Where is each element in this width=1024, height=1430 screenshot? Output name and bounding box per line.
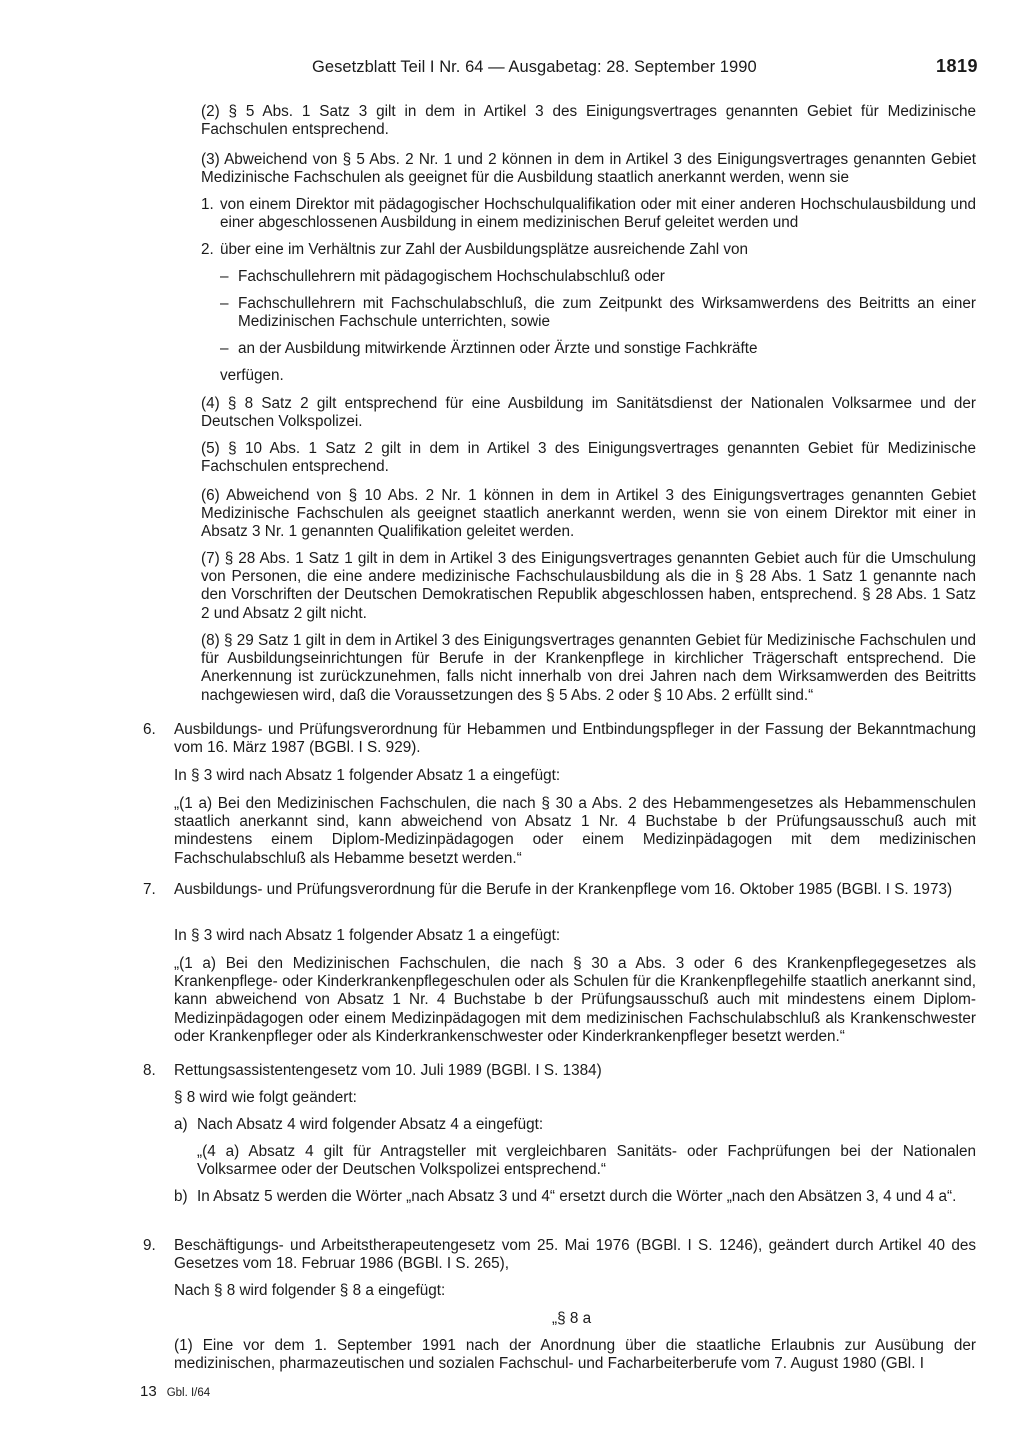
item-number-7: 7.: [143, 881, 156, 898]
item-8a-quote: „(4 a) Absatz 4 gilt für Antragsteller mit vergleichbaren Sanitäts- oder Fachprüfungen bei der Nationalen Volksarmee oder der Deutschen Volkspolizei entsprechend.“: [197, 1143, 976, 1179]
item-8b-text: In Absatz 5 werden die Wörter „nach Absatz 3 und 4“ ersetzt durch die Wörter „nach den Absätzen 3, 4 und 4 a“.: [197, 1188, 957, 1205]
issue-code: Gbl. I/64: [166, 1387, 211, 1399]
item-8-title: Rettungsassistentengesetz vom 10. Juli 1989 (BGBl. I S. 1384): [174, 1062, 602, 1079]
paragraph-5: (5) § 10 Abs. 1 Satz 2 gilt in dem in Artikel 3 des Einigungsvertrages genannten Gebiet für Medizinische Fachschulen entsprechend.: [201, 440, 976, 476]
paragraph-6: (6) Abweichend von § 10 Abs. 2 Nr. 1 können in dem in Artikel 3 des Einigungsvertrages genannten Gebiet Medizinische Fachschulen als geeignet staatlich anerkannt werden, wenn sie von einem Direktor mit einer in Absatz 3 Nr. 1 genannten Qualifikation geleitet werden.: [201, 487, 976, 541]
dash-bullet: –: [220, 268, 229, 285]
running-header: [0, 58, 1024, 80]
item-7-title: Ausbildungs- und Prüfungsverordnung für die Berufe in der Krankenpflege vom 16. Oktober 1985 (BGBl. I S. 1973): [174, 881, 953, 898]
item-number-9: 9.: [143, 1237, 156, 1254]
item-6-title: Ausbildungs- und Prüfungsverordnung für Hebammen und Entbindungspfleger in der Fassung der Bekanntmachung vom 16. März 1987 (BGBl. I S. 929).: [174, 721, 976, 757]
page-footer: [140, 1383, 210, 1402]
item-8-intro: § 8 wird wie folgt geändert:: [174, 1089, 357, 1106]
item-6-quote: „(1 a) Bei den Medizinischen Fachschulen, die nach § 30 a Abs. 2 des Hebammengesetzes als Hebammenschulen staatlich anerkannt sind, kann abweichend von Absatz 1 Nr. 4 Buchstabe b der Prüfungsausschuß auch mit mindestens einem Diplom-Medizinpädagogen oder einem Medizinpädagogen mit dem medizinischen Fachschulabschluß als Hebamme besetzt werden.“: [174, 795, 976, 867]
paragraph-7: (7) § 28 Abs. 1 Satz 1 gilt in dem in Artikel 3 des Einigungsvertrages genannten Gebiet auch für die Umschulung von Personen, die eine andere medizinische Fachschulausbildung als die in § 28 Abs. 1 Satz 1 genannte nach den Vorschriften der Deutschen Demokratischen Republik abgeschlossen haben, entsprechend. § 28 Abs. 1 Satz 2 und Absatz 2 gilt nicht.: [201, 550, 976, 622]
item-9-paragraph-1: (1) Eine vor dem 1. September 1991 nach der Anordnung über die staatliche Erlaubnis zur Ausübung der medizinischen, pharmazeutischen und sozialen Fachschul- und Facharbeiterberufe vom 7. August 1980 (GBl. I: [174, 1337, 976, 1373]
item-8b-label: b): [174, 1188, 188, 1205]
list-item-1: von einem Direktor mit pädagogischer Hochschulqualifikation oder mit einer anderen Hochschulausbildung und einer abgeschlossenen Ausbildung in einem medizinischen Beruf geleitet werden und: [220, 196, 976, 232]
item-6-intro: In § 3 wird nach Absatz 1 folgender Absatz 1 a eingefügt:: [174, 767, 561, 784]
paragraph-3: (3) Abweichend von § 5 Abs. 2 Nr. 1 und 2 können in dem in Artikel 3 des Einigungsvertrages genannten Gebiet Medizinische Fachschulen als geeignet für die Ausbildung staatlich anerkannt werden, wenn sie: [201, 151, 976, 187]
item-number-6: 6.: [143, 721, 156, 738]
item-7-quote: „(1 a) Bei den Medizinischen Fachschulen, die nach § 30 a Abs. 3 oder 6 des Krankenpflegegesetzes als Krankenpflege- oder Kinderkrankenpflegeschulen oder als Schulen für die Krankenpflegehilfe staatlich anerkannt sind, kann abweichend von Absatz 1 Nr. 4 Buchstabe b der Prüfungsausschuß auch mit mindestens einem Diplom-Medizinpädagogen oder einem Medizinpädagogen mit dem medizinischen Fachschulabschluß als Krankenschwester oder Krankenpfleger oder als Kinderkrankenschwester oder Kinderkrankenpfleger besetzt werden.“: [174, 955, 976, 1045]
item-8a-text: Nach Absatz 4 wird folgender Absatz 4 a eingefügt:: [197, 1116, 544, 1133]
paragraph-8: (8) § 29 Satz 1 gilt in dem in Artikel 3 des Einigungsvertrages genannten Gebiet für Medizinische Fachschulen und für Ausbildungseinrichtungen für Berufe in der Krankenpflege in kirchlicher Trägerschaft entsprechend. Die Anerkennung ist zurückzunehmen, falls nicht innerhalb von drei Jahren nach dem Wirksamwerden des Beitritts nachgewiesen wird, daß die Voraussetzungen des § 5 Abs. 2 oder § 10 Abs. 2 erfüllt sind.“: [201, 632, 976, 704]
paragraph-4: (4) § 8 Satz 2 gilt entsprechend für eine Ausbildung im Sanitätsdienst der Nationalen Volksarmee und der Deutschen Volkspolizei.: [201, 395, 976, 431]
dash-bullet: –: [220, 295, 229, 312]
list-number-1: 1.: [201, 196, 214, 213]
item-7-intro: In § 3 wird nach Absatz 1 folgender Absatz 1 a eingefügt:: [174, 927, 561, 944]
page-number: 1819: [935, 56, 978, 76]
sheet-number: 13: [140, 1383, 157, 1400]
item-number-8: 8.: [143, 1062, 156, 1079]
dash-bullet: –: [220, 340, 229, 357]
paragraph-2: (2) § 5 Abs. 1 Satz 3 gilt in dem in Artikel 3 des Einigungsvertrages genannten Gebiet für Medizinische Fachschulen entsprechend.: [201, 103, 976, 139]
item-9-intro: Nach § 8 wird folgender § 8 a eingefügt:: [174, 1282, 446, 1299]
item-8a-label: a): [174, 1116, 188, 1133]
header-title: Gesetzblatt Teil I Nr. 64 — Ausgabetag: 28. September 1990: [312, 58, 757, 76]
section-heading: „§ 8 a: [552, 1310, 592, 1327]
list-closing: verfügen.: [220, 367, 284, 384]
list-number-2: 2.: [201, 241, 214, 258]
item-9-title: Beschäftigungs- und Arbeitstherapeutengesetz vom 25. Mai 1976 (BGBl. I S. 1246), geändert durch Artikel 40 des Gesetzes vom 18. Februar 1986 (BGBl. I S. 265),: [174, 1237, 976, 1273]
dash-item-3: an der Ausbildung mitwirkende Ärztinnen oder Ärzte und sonstige Fachkräfte: [238, 340, 758, 357]
dash-item-2: Fachschullehrern mit Fachschulabschluß, die zum Zeitpunkt des Wirksamwerdens des Beitritts an einer Medizinischen Fachschule unterrichten, sowie: [238, 295, 976, 331]
dash-item-1: Fachschullehrern mit pädagogischem Hochschulabschluß oder: [238, 268, 665, 285]
list-item-2: über eine im Verhältnis zur Zahl der Ausbildungsplätze ausreichende Zahl von: [220, 241, 749, 258]
